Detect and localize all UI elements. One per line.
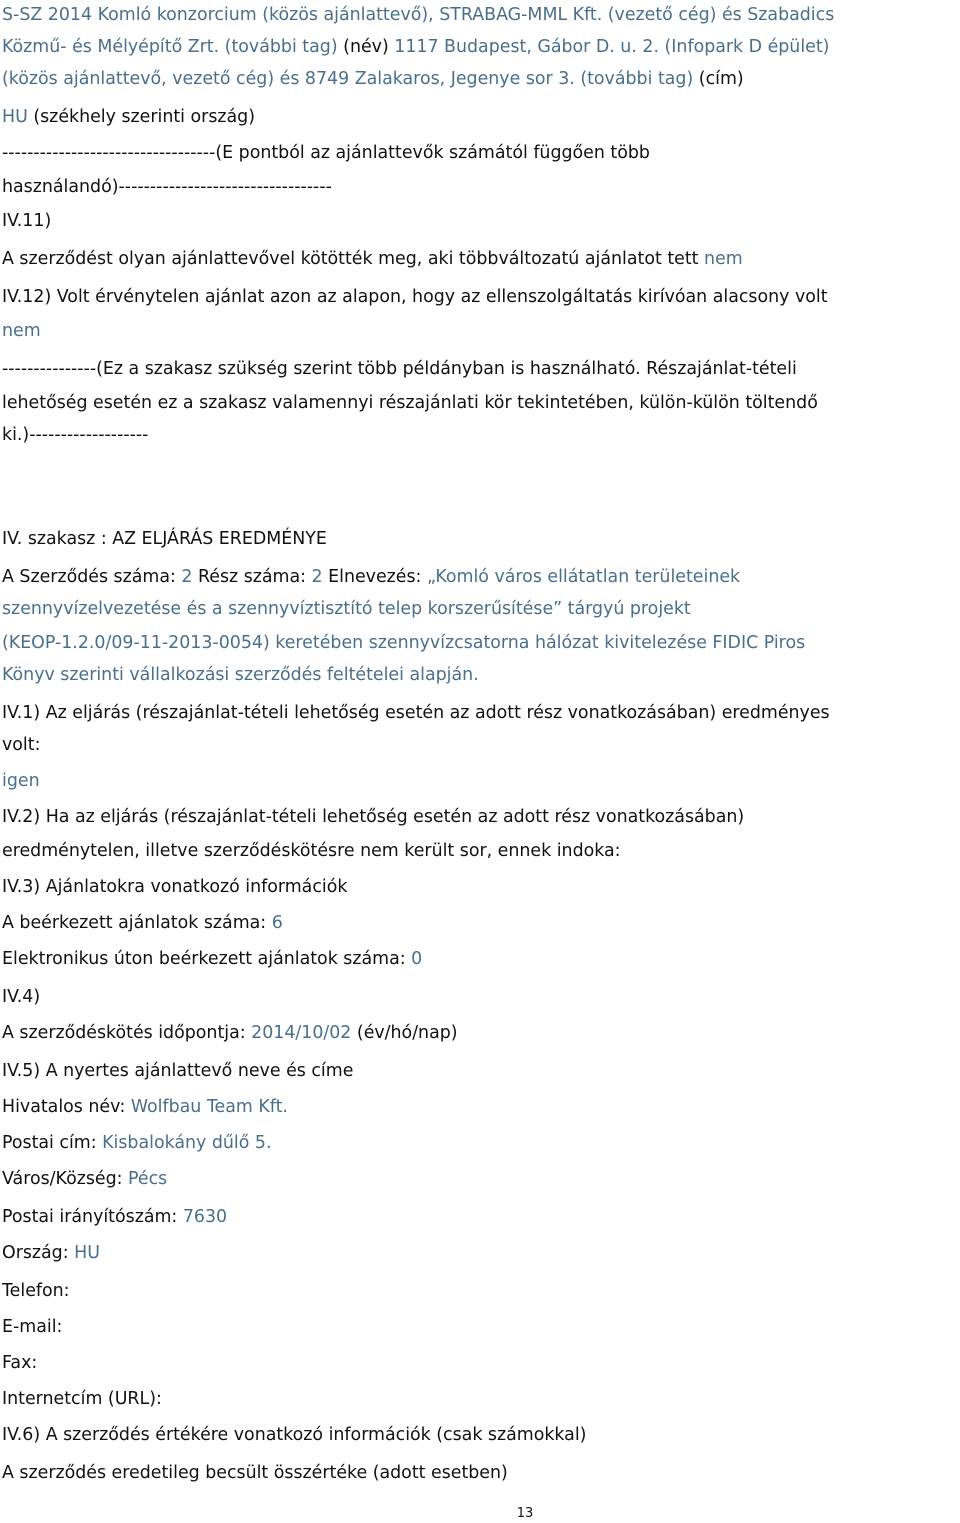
header-line-4 <box>2 104 255 130</box>
header-line-1 <box>2 2 834 28</box>
offers-received-value: 6 <box>271 913 283 933</box>
postal-address-value: Kisbalokány dűlő 5. <box>102 1133 272 1153</box>
part-number: 2 <box>311 567 323 587</box>
section-heading-text: IV. szakasz : AZ ELJÁRÁS EREDMÉNYE <box>2 529 327 549</box>
name-label: (név) <box>337 37 395 57</box>
city-label: Város/Község: <box>2 1169 129 1189</box>
country-row-label: Ország: <box>2 1243 75 1263</box>
iv4-title-text: IV.4) <box>2 987 41 1007</box>
city-row <box>2 1166 167 1192</box>
postcode-label: Postai irányítószám: <box>2 1207 183 1227</box>
contract-number-label: A Szerződés száma: <box>2 567 182 587</box>
postcode-value: 7630 <box>182 1207 228 1227</box>
iv11-question <box>2 246 743 272</box>
electronic-offers-value: 0 <box>411 949 423 969</box>
postal-address-label: Postai cím: <box>2 1133 103 1153</box>
separator-note-1 <box>2 140 650 166</box>
iv1-question-line-2 <box>2 732 40 758</box>
phone-label: Telefon: <box>2 1281 70 1301</box>
contract-line <box>2 564 740 590</box>
section-note-line-3 <box>2 422 148 448</box>
iv11-number-text: IV.11) <box>2 211 52 231</box>
section-note-text-1a: ---------------(Ez a szakasz szükség szerint több példányban is használható. <box>2 359 641 379</box>
separator-note-text-1: ----------------------------------(E pontból az ajánlattevők számától függően több <box>2 143 650 163</box>
contract-name-line-1: „Komló város ellátatlan területeinek <box>426 567 741 587</box>
postcode-row <box>2 1204 227 1230</box>
iv3-title-text: IV.3) Ajánlatokra vonatkozó információk <box>2 877 348 897</box>
iv12-question-text: IV.12) Volt érvénytelen ajánlat azon az alapon, hogy az ellenszolgáltatás kirívóan alacsony volt <box>2 287 828 307</box>
iv1-question-text-2: volt: <box>2 735 41 755</box>
separator-note-text-2: használandó)---------------------------------- <box>2 177 332 197</box>
phone-row <box>2 1278 70 1304</box>
iv1-question-line-1 <box>2 700 830 726</box>
iv6-title-text: IV.6) A szerződés értékére vonatkozó információk (csak számokkal) <box>2 1425 587 1445</box>
iv11-answer: nem <box>704 249 743 269</box>
official-name-value: Wolfbau Team Kft. <box>130 1097 288 1117</box>
consortium-name-part-1: S-SZ 2014 Komló konzorcium (közös ajánlattevő), STRABAG-MML Kft. (vezető cég) és Szabadics <box>2 5 835 25</box>
country-code: HU <box>2 107 28 127</box>
iv2-line-1 <box>2 804 744 830</box>
email-label: E-mail: <box>2 1317 63 1337</box>
url-row <box>2 1386 162 1412</box>
section-note-text-3: ki.)------------------- <box>2 425 149 445</box>
section-note-text-1b: Részajánlat-tételi <box>640 359 797 379</box>
iv11-question-text: A szerződést olyan ajánlattevővel kötötték meg, aki többváltozatú ajánlatot tett <box>2 249 705 269</box>
city-value: Pécs <box>128 1169 168 1189</box>
iv5-title <box>2 1058 353 1084</box>
page-number: 13 <box>516 1506 534 1521</box>
iv2-text-2: eredménytelen, illetve szerződéskötésre nem került sor, ennek indoka: <box>2 841 621 861</box>
iv12-answer <box>2 318 41 344</box>
part-number-label: Rész száma: <box>192 567 312 587</box>
url-label: Internetcím (URL): <box>2 1389 162 1409</box>
iv1-answer-text: igen <box>2 771 40 791</box>
official-name-row <box>2 1094 288 1120</box>
electronic-offers-label: Elektronikus úton beérkezett ajánlatok száma: <box>2 949 412 969</box>
contract-date-row <box>2 1020 458 1046</box>
contract-date-format: (év/hó/nap) <box>351 1023 458 1043</box>
iv2-text-1: IV.2) Ha az eljárás (részajánlat-tételi lehetőség esetén az adott rész vonatkozásában) <box>2 807 745 827</box>
contract-name-line-2-row <box>2 596 691 622</box>
contract-name-line-3-row <box>2 630 805 656</box>
iv2-line-2 <box>2 838 621 864</box>
section-heading <box>2 526 327 552</box>
contract-name-line-2: szennyvízelvezetése és a szennyvíztisztító telep korszerűsítése” tárgyú projekt <box>2 599 691 619</box>
country-row-value: HU <box>74 1243 100 1263</box>
consortium-name-part-2: Közmű- és Mélyépítő Zrt. (további tag) <box>2 37 338 57</box>
header-line-2 <box>2 34 829 60</box>
contract-name-line-4: Könyv szerinti vállalkozási szerződés feltételei alapján. <box>2 665 479 685</box>
section-note-line-1 <box>2 356 797 382</box>
address-label: (cím) <box>693 69 744 89</box>
contract-date-label: A szerződéskötés időpontja: <box>2 1023 252 1043</box>
contract-name-line-4-row <box>2 662 479 688</box>
section-note-text-2: lehetőség esetén ez a szakasz valamennyi részajánlati kör tekintetében, külön-külön töltendő <box>2 393 818 413</box>
fax-row <box>2 1350 37 1376</box>
fax-label: Fax: <box>2 1353 38 1373</box>
offers-received-row <box>2 910 283 936</box>
iv6-title <box>2 1422 586 1448</box>
email-row <box>2 1314 62 1340</box>
electronic-offers-row <box>2 946 422 972</box>
contract-name-label: Elnevezés: <box>322 567 427 587</box>
contract-name-line-3: (KEOP-1.2.0/09-11-2013-0054) keretében szennyvízcsatorna hálózat kivitelezése FIDIC Piros <box>2 633 806 653</box>
iv4-title <box>2 984 40 1010</box>
offers-received-label: A beérkezett ajánlatok száma: <box>2 913 272 933</box>
iv11-number <box>2 208 51 234</box>
estimated-total-label: A szerződés eredetileg becsült összértéke (adott esetben) <box>2 1463 508 1483</box>
contract-number: 2 <box>181 567 193 587</box>
country-label: (székhely szerinti ország) <box>27 107 255 127</box>
iv3-title <box>2 874 347 900</box>
iv1-question-text-1: IV.1) Az eljárás (részajánlat-tételi lehetőség esetén az adott rész vonatkozásában) eredményes <box>2 703 830 723</box>
contract-date-value: 2014/10/02 <box>251 1023 352 1043</box>
address-part-1: 1117 Budapest, Gábor D. u. 2. (Infopark D épület) <box>394 37 830 57</box>
section-note-line-2 <box>2 390 818 416</box>
country-row <box>2 1240 100 1266</box>
separator-note-2 <box>2 174 332 200</box>
official-name-label: Hivatalos név: <box>2 1097 131 1117</box>
postal-address-row <box>2 1130 272 1156</box>
header-line-3 <box>2 66 744 92</box>
iv1-answer <box>2 768 40 794</box>
iv12-answer-text: nem <box>2 321 41 341</box>
iv12-question <box>2 284 828 310</box>
estimated-total-row <box>2 1460 508 1486</box>
iv5-title-text: IV.5) A nyertes ajánlattevő neve és címe <box>2 1061 354 1081</box>
address-part-2: (közös ajánlattevő, vezető cég) és 8749 Zalakaros, Jegenye sor 3. (további tag) <box>2 69 694 89</box>
